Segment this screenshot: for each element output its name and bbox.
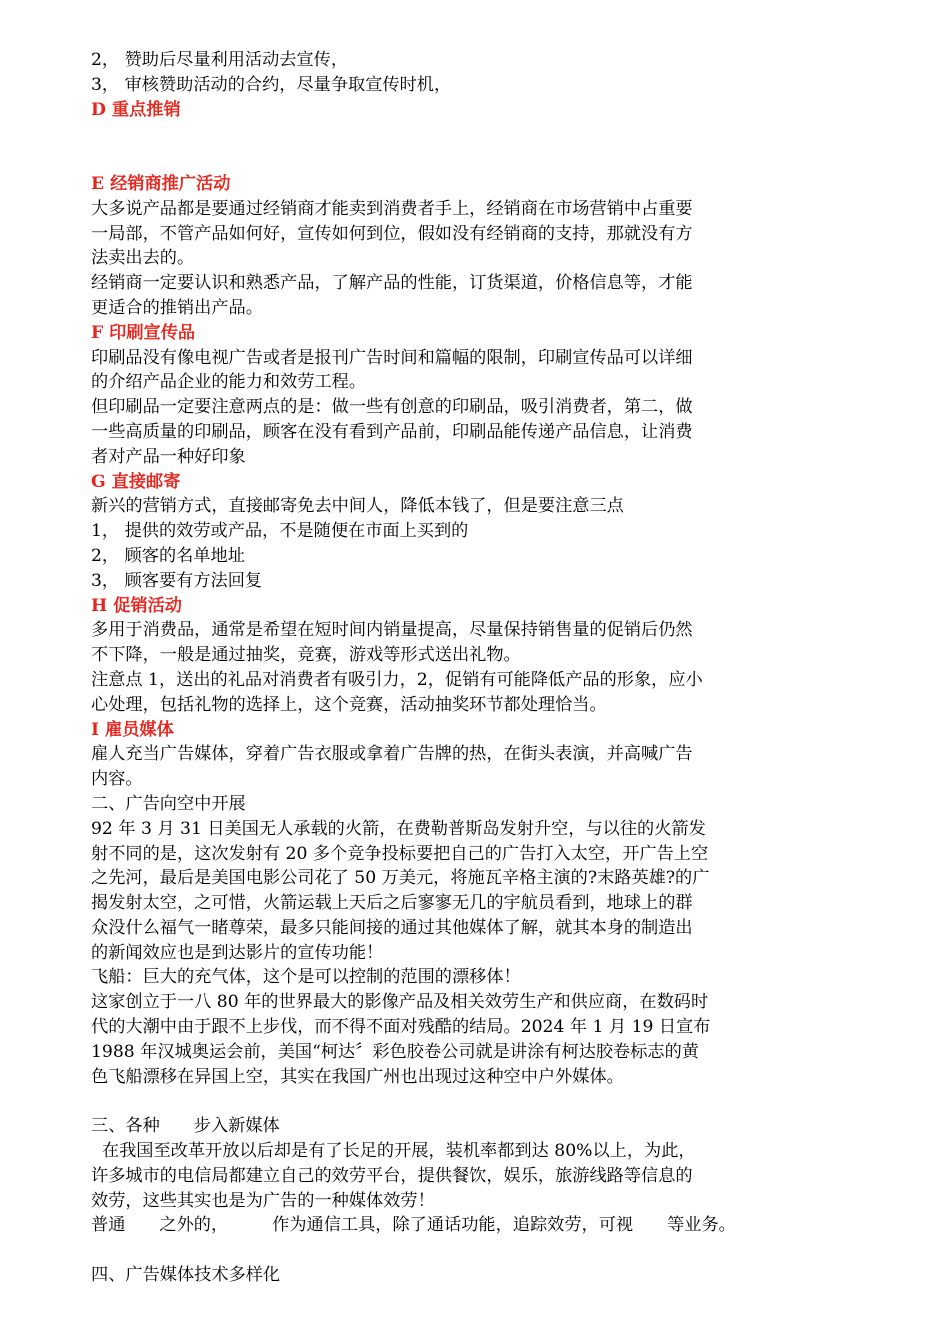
list-item: 3， 审核赞助活动的合约，尽量争取宣传时机，: [91, 74, 452, 95]
section-heading-e: E 经销商推广活动: [91, 173, 231, 194]
paragraph-line: 射不同的是，这次发射有 20 多个竞争投标要把自己的广告打入太空，开广告上空: [91, 843, 709, 864]
list-item: 1， 提供的效劳或产品，不是随便在市面上买到的: [91, 521, 469, 542]
paragraph-line: 多用于消费品，通常是希望在短时间内销量提高，尽量保持销售量的促销后仍然: [91, 620, 693, 641]
section-title-2: 二、广告向空中开展: [91, 793, 246, 814]
paragraph-line: 的新闻效应也是到达影片的宣传功能！: [91, 942, 384, 963]
list-item: 3， 顾客要有方法回复: [91, 570, 263, 591]
paragraph-line: 更适合的推销出产品。: [91, 297, 263, 318]
section-title-4: 四、广告媒体技术多样化: [91, 1265, 281, 1286]
list-item: 2， 顾客的名单地址: [91, 545, 245, 566]
section-heading-h: H 促销活动: [91, 595, 182, 616]
section-title-3: [91, 1114, 771, 1139]
blank-line: [91, 1238, 771, 1263]
paragraph-line: 注意点 1，送出的礼品对消费者有吸引力，2，促销有可能降低产品的形象，应小: [91, 669, 703, 690]
paragraph-line: 揭发射太空，之可惜，火箭运载上天后之后寥寥无几的宇航员看到，地球上的群: [91, 893, 693, 914]
paragraph-line: 效劳，这些其实也是为广告的一种媒体效劳！: [91, 1190, 435, 1211]
paragraph-line: [91, 1213, 771, 1238]
paragraph-line: 一局部，不管产品如何好，宣传如何到位，假如没有经销商的支持，那就没有方: [91, 223, 693, 244]
blank-line: [91, 1089, 771, 1114]
paragraph-line: 但印刷品一定要注意两点的是：做一些有创意的印刷品，吸引消费者，第二，做: [91, 397, 693, 418]
text-fragment: 作为通信工具，除了通话功能，追踪效劳，可视: [272, 1215, 634, 1236]
paragraph-line: 之先河，最后是美国电影公司花了 50 万美元，将施瓦辛格主演的?末路英雄?的广: [91, 868, 710, 889]
paragraph-line: 新兴的营销方式，直接邮寄免去中间人，降低本钱了，但是要注意三点: [91, 496, 624, 517]
paragraph-line: 色飞船漂移在异国上空，其实在我国广州也出现过这种空中户外媒体。: [91, 1066, 624, 1087]
document-page: [91, 48, 771, 1288]
text-fragment: 之外的，: [159, 1215, 229, 1236]
paragraph-line: 法卖出去的。: [91, 248, 195, 269]
paragraph-line: 92 年 3 月 31 日美国无人承载的火箭，在费勒普斯岛发射升空，与以往的火箭发: [91, 818, 706, 839]
paragraph-line: 众没什么福气一睹尊荣，最多只能间接的通过其他媒体了解，就其本身的制造出: [91, 917, 693, 938]
section-heading-g: G 直接邮寄: [91, 471, 181, 492]
paragraph-line: 不下降，一般是通过抽奖，竞赛，游戏等形式送出礼物。: [91, 645, 521, 666]
paragraph-line: 代的大潮中由于跟不上步伐，而不得不面对残酷的结局。2024 年 1 月 19 日宣布: [91, 1017, 711, 1038]
section-heading-f: F 印刷宣传品: [91, 322, 196, 343]
paragraph-line: 这家创立于一八 80 年的世界最大的影像产品及相关效劳生产和供应商，在数码时: [91, 992, 709, 1013]
paragraph-line: 许多城市的电信局都建立自己的效劳平台，提供餐饮，娱乐，旅游线路等信息的: [91, 1165, 693, 1186]
paragraph-line: 内容。: [91, 769, 143, 790]
text-fragment: 普通: [91, 1215, 126, 1236]
list-item: 2， 赞助后尽量利用活动去宣传，: [91, 50, 349, 70]
paragraph-line: 一些高质量的印刷品，顾客在没有看到产品前，印刷品能传递产品信息，让消费: [91, 421, 693, 442]
paragraph-line: 1988 年汉城奥运会前，美国“柯达〞彩色胶卷公司就是讲涂有柯达胶卷标志的黄: [91, 1041, 699, 1062]
text-fragment: 等业务。: [667, 1215, 736, 1236]
paragraph-line: 心处理，包括礼物的选择上，这个竞赛，活动抽奖环节都处理恰当。: [91, 694, 607, 715]
paragraph-line: 的介绍产品企业的能力和效劳工程。: [91, 372, 367, 393]
paragraph-line: 者对产品一种好印象: [91, 446, 246, 467]
paragraph-line: 在我国至改革开放以后却是有了长足的开展，装机率都到达 80%以上，为此，: [91, 1141, 696, 1162]
section-title-3-part2: 步入新媒体: [193, 1116, 280, 1137]
section-heading-i: I 雇员媒体: [91, 719, 174, 740]
section-heading-d: D 重点推销: [91, 99, 181, 120]
paragraph-line: 飞船：巨大的充气体，这个是可以控制的范围的漂移体！: [91, 967, 521, 988]
blank-line: [91, 147, 771, 172]
paragraph-line: 印刷品没有像电视广告或者是报刊广告时间和篇幅的限制，印刷宣传品可以详细: [91, 347, 693, 368]
paragraph-line: 雇人充当广告媒体，穿着广告衣服或拿着广告牌的热，在街头表演，并高喊广告: [91, 744, 693, 765]
section-title-3-part1: 三、各种: [91, 1116, 160, 1137]
blank-line: [91, 122, 771, 147]
paragraph-line: 大多说产品都是要通过经销商才能卖到消费者手上，经销商在市场营销中占重要: [91, 198, 693, 219]
paragraph-line: 经销商一定要认识和熟悉产品，了解产品的性能，订货渠道，价格信息等，才能: [91, 273, 693, 294]
